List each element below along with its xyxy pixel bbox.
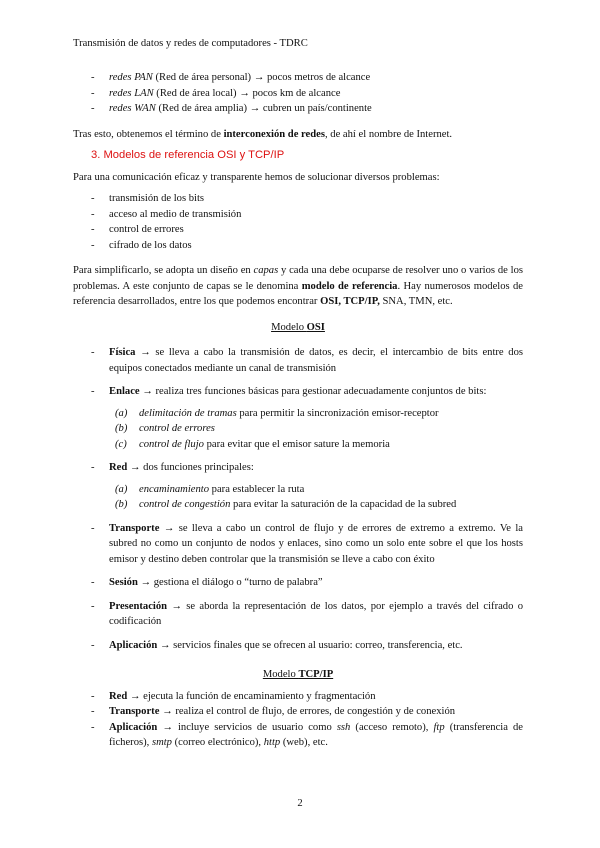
- osi-layer-sesion: - Sesión → gestiona el diálogo o “turno de palabra”: [73, 575, 523, 591]
- list-item: (a) encaminamiento para establecer la ruta: [115, 483, 305, 495]
- enlace-functions: [115, 406, 523, 453]
- list-item: - cifrado de los datos: [73, 238, 523, 254]
- list-item: - redes LAN (Red de área local) → pocos km de alcance: [73, 86, 523, 102]
- problems-intro: Para una comunicación eficaz y transparente hemos de solucionar diversos problemas:: [73, 171, 440, 183]
- simplify-paragraph: Para simplificarlo, se adopta un diseño en capas y cada una debe ocuparse de resolver uno o varios de los problemas. A este conjunto de capas se le denomina modelo de referencia. Hay numerosos modelos de referencia desarrollados, entre los que podemos encontrar OSI, TCP/IP, SNA, TMN, etc.: [73, 265, 523, 307]
- page-header: Transmisión de datos y redes de computadores - TDRC: [73, 38, 308, 49]
- network-types-list: [73, 70, 523, 117]
- tcp-layer-aplicacion: - Aplicación → incluye servicios de usuario como ssh (acceso remoto), ftp (transferencia de ficheros), smtp (correo electrónico), http (web), etc.: [73, 720, 523, 751]
- tcp-title: Modelo TCP/IP: [262, 669, 334, 680]
- list-item: - redes PAN (Red de área personal) → pocos metros de alcance: [73, 70, 523, 86]
- tcp-layers-list: [73, 689, 523, 751]
- list-item: - transmisión de los bits: [73, 191, 523, 207]
- osi-layers-list: [73, 345, 523, 653]
- list-item: - redes WAN (Red de área amplia) → cubren un país/continente: [73, 101, 523, 117]
- list-item: - acceso al medio de transmisión: [73, 207, 523, 223]
- red-functions: [115, 482, 523, 513]
- list-item: - control de errores: [73, 222, 523, 238]
- section-heading: 3. Modelos de referencia OSI y TCP/IP: [91, 149, 285, 161]
- list-item: (c) control de flujo para evitar que el emisor sature la memoria: [115, 438, 390, 450]
- osi-layer-enlace: - Enlace → realiza tres funciones básicas para gestionar adecuadamente conjuntos de bits: (a) delimitación de tramas para permitir la sincronización emisor-receptor (b) control de errores (c) control de flujo para evitar que el emisor sature la memoria: [73, 384, 523, 452]
- tcp-layer-red: - Red → ejecuta la función de encaminamiento y fragmentación: [73, 689, 523, 705]
- osi-layer-aplicacion: - Aplicación → servicios finales que se ofrecen al usuario: correo, transferencia, etc.: [73, 638, 523, 654]
- page-number: 2: [297, 798, 303, 809]
- list-item: (a) delimitación de tramas para permitir la sincronización emisor-receptor: [115, 407, 439, 419]
- problems-list: [73, 191, 523, 253]
- osi-layer-fisica: - Física → se lleva a cabo la transmisión de datos, es decir, el intercambio de bits entre dos equipos conectados mediante un canal de transmisión: [73, 345, 523, 376]
- osi-title: Modelo OSI: [271, 321, 325, 333]
- list-item: (b) control de errores: [115, 423, 215, 434]
- list-item: (b) control de congestión para evitar la saturación de la capacidad de la subred: [115, 499, 457, 510]
- page-content: [73, 70, 523, 751]
- tcp-layer-transporte: - Transporte → realiza el control de flujo, de errores, de congestión y de conexión: [73, 704, 523, 720]
- osi-layer-presentacion: - Presentación → se aborda la representación de los datos, por ejemplo a través del cifrado o codificación: [73, 599, 523, 630]
- osi-layer-red: - Red → dos funciones principales: (a) encaminamiento para establecer la ruta (b) control de congestión para evitar la saturación de la capacidad de la subred: [73, 460, 523, 513]
- osi-layer-transporte: - Transporte → se lleva a cabo un control de flujo y de errores de extremo a extremo. Ve la subred no como un conjunto de nodos y enlaces, sino como un solo ente sobre el que los hosts emisor y destino deben controlar que la transmisión se lleve a cabo con éxito: [73, 521, 523, 568]
- interconnection-paragraph: Tras esto, obtenemos el término de interconexión de redes, de ahí el nombre de Internet.: [73, 128, 453, 140]
